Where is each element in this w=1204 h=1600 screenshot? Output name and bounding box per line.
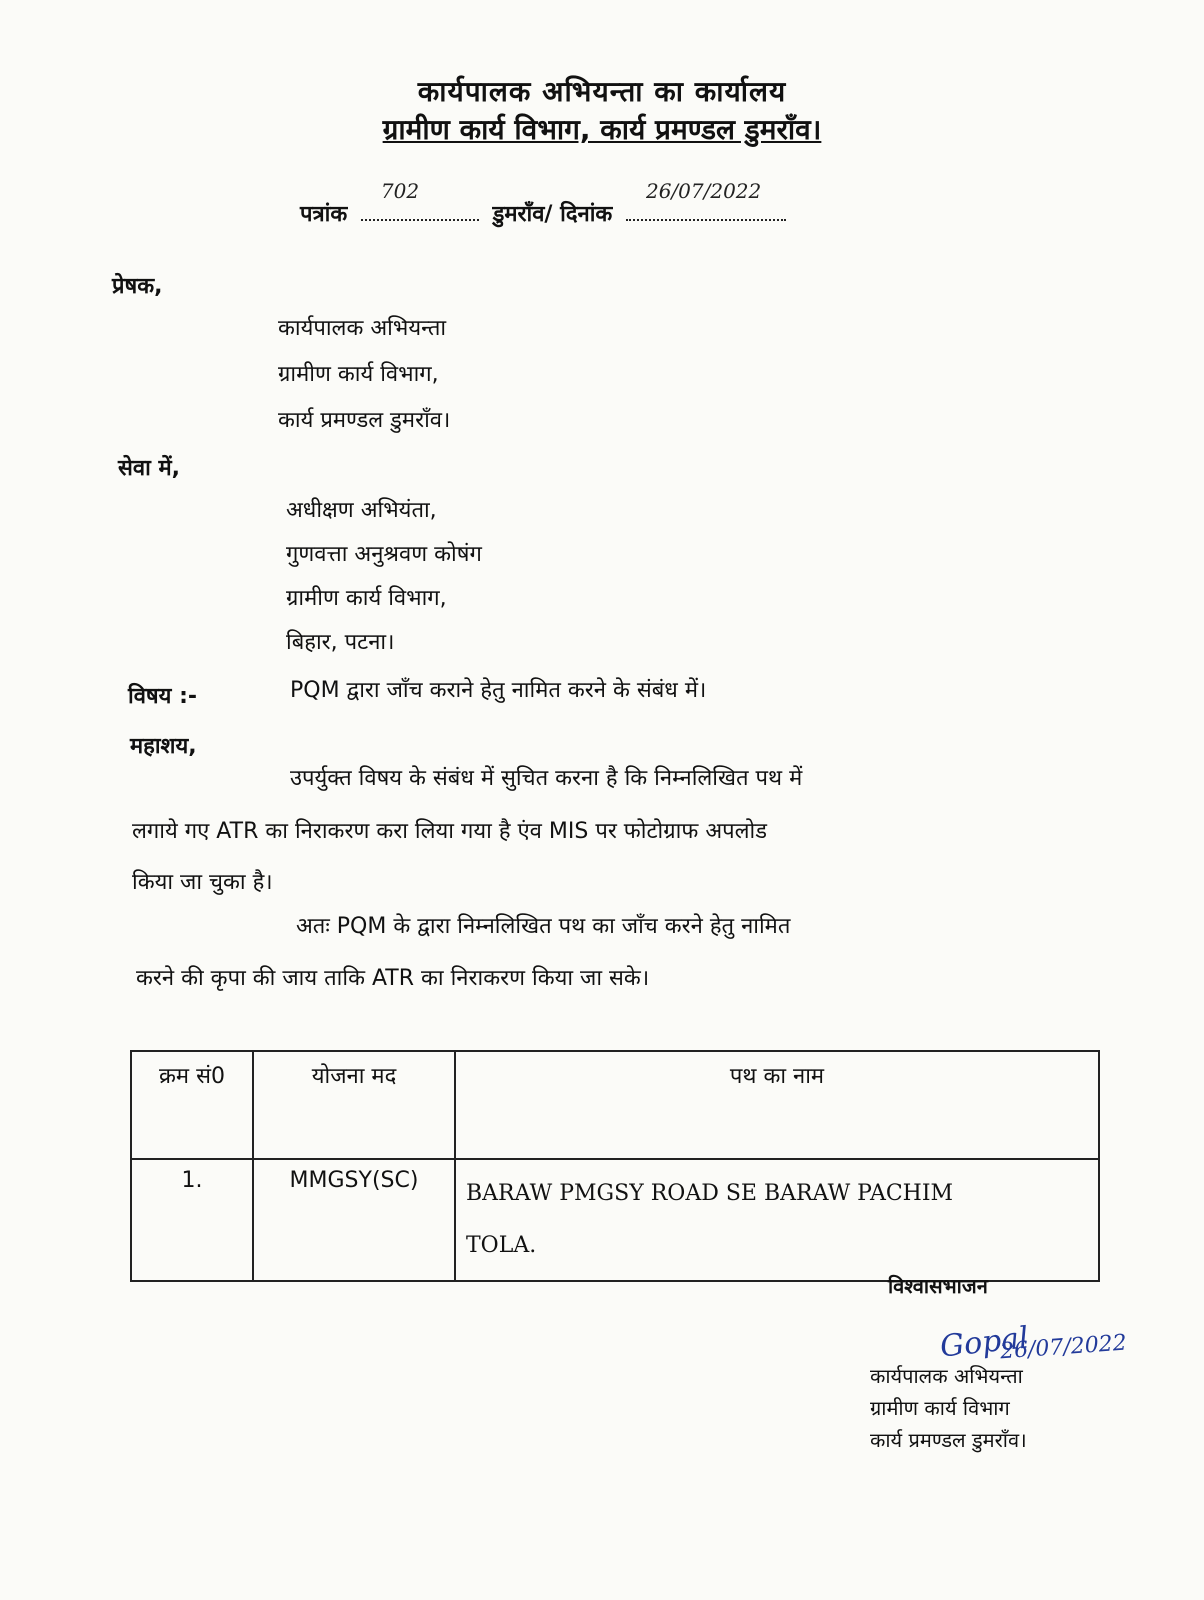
- recipient-label: सेवा में,: [118, 456, 180, 481]
- table-row: [131, 1159, 1099, 1281]
- patrank-label: पत्रांक: [300, 202, 348, 227]
- body-para2-line1: अतः PQM के द्वारा निम्नलिखित पथ का जाँच करने हेतु नामित: [296, 914, 791, 939]
- recipient-line-1: अधीक्षण अभियंता,: [286, 498, 437, 523]
- date-value: 26/07/2022: [645, 179, 762, 203]
- cell-scheme: MMGSY(SC): [253, 1159, 455, 1281]
- body-para1-line1: उपर्युक्त विषय के संबंध में सुचित करना है कि निम्नलिखित पथ में: [290, 766, 803, 791]
- table-header-row: [131, 1051, 1099, 1159]
- office-subtitle: [0, 110, 1204, 148]
- sender-label: प्रेषक,: [112, 274, 163, 299]
- sender-line-3: कार्य प्रमण्डल डुमराँव।: [278, 408, 451, 433]
- header-serial: क्रम सं0: [131, 1051, 253, 1159]
- header-scheme: योजना मद: [253, 1051, 455, 1159]
- patrank-field: [361, 179, 479, 221]
- recipient-line-3: ग्रामीण कार्य विभाग,: [286, 586, 447, 611]
- body-para1-line3: किया जा चुका है।: [132, 870, 273, 895]
- signatory-line-3: कार्य प्रमण्डल डुमराँव।: [870, 1428, 1027, 1452]
- office-title: कार्यपालक अभियन्ता का कार्यालय: [417, 75, 787, 108]
- patrank-value: 702: [380, 179, 420, 203]
- office-subtitle-text: ग्रामीण कार्य विभाग, कार्य प्रमण्डल डुमराँव।: [382, 113, 822, 146]
- date-field: [626, 179, 786, 221]
- signatory-line-2: ग्रामीण कार्य विभाग: [870, 1396, 1010, 1420]
- recipient-line-2: गुणवत्ता अनुश्रवण कोषंग: [286, 542, 482, 567]
- body-para1-line2: लगाये गए ATR का निराकरण करा लिया गया है एंव MIS पर फोटोग्राफ अपलोड: [132, 819, 768, 844]
- body-para2-line2: करने की कृपा की जाय ताकि ATR का निराकरण किया जा सके।: [136, 966, 650, 991]
- sender-line-2: ग्रामीण कार्य विभाग,: [278, 362, 439, 387]
- recipient-line-4: बिहार, पटना।: [286, 630, 395, 655]
- sender-line-1: कार्यपालक अभियन्ता: [278, 316, 447, 341]
- reference-line: [300, 179, 792, 228]
- signature-date: 26/07/2022: [999, 1330, 1128, 1365]
- road-name-line2: TOLA.: [466, 1233, 537, 1258]
- cell-road-name: [455, 1159, 1099, 1281]
- subject-label: विषय :-: [128, 684, 197, 709]
- place-date-label: डुमराँव/ दिनांक: [492, 202, 613, 227]
- signature-mark: Gopal: [938, 1320, 1031, 1365]
- signatory-block: [870, 1360, 1027, 1456]
- header-road-name: पथ का नाम: [455, 1051, 1099, 1159]
- signatory-line-1: कार्यपालक अभियन्ता: [870, 1364, 1023, 1388]
- salutation: महाशय,: [130, 734, 197, 759]
- road-name-line1: BARAW PMGSY ROAD SE BARAW PACHIM: [466, 1181, 954, 1206]
- closing-text: विश्वासभाजन: [888, 1274, 988, 1298]
- cell-serial: 1.: [131, 1159, 253, 1281]
- roads-table: [130, 1050, 1100, 1282]
- subject-text: PQM द्वारा जाँच कराने हेतु नामित करने के संबंध में।: [290, 678, 707, 703]
